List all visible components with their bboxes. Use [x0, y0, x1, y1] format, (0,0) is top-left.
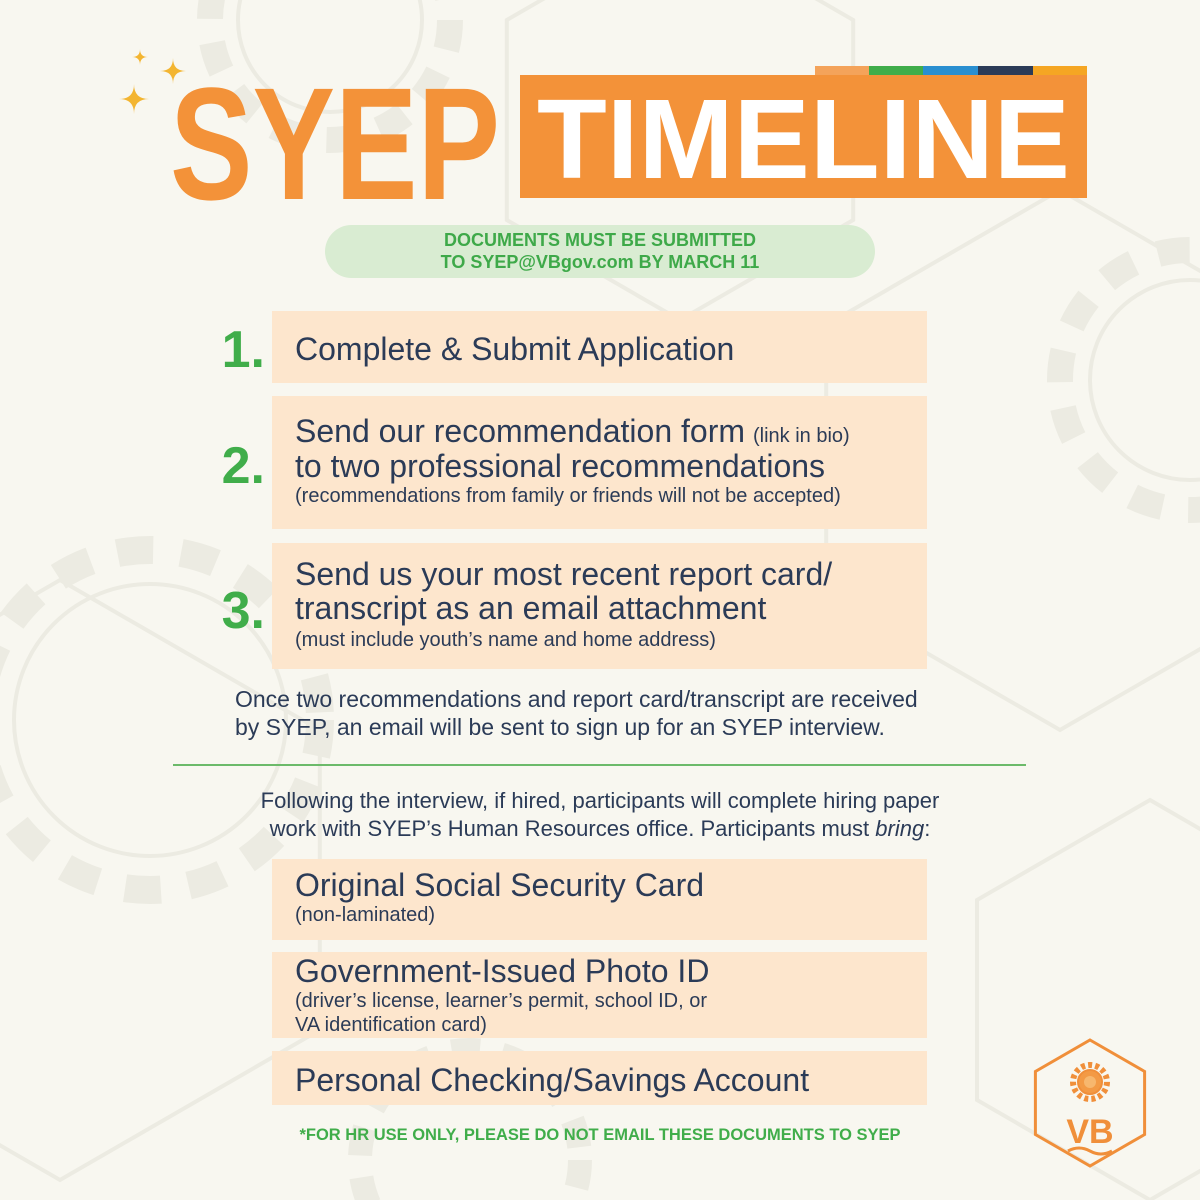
step-2-number: 2.: [221, 437, 265, 495]
interview-info-line-1: Once two recommendations and report card/transcript are received: [235, 686, 918, 712]
document-title: Personal Checking/Savings Account: [295, 1062, 810, 1098]
document-note: (driver’s license, learner’s permit, school ID, or: [295, 990, 708, 1012]
document-note: VA identification card): [295, 1014, 487, 1036]
title-syep: SYEP: [170, 54, 500, 220]
color-stripe-yellow: [1033, 66, 1087, 75]
step-2-aside: (link in bio): [753, 425, 850, 447]
sparkle-icon: [132, 49, 148, 65]
document-note: (non-laminated): [295, 904, 436, 926]
title-timeline: TIMELINE: [537, 76, 1070, 202]
document-title: Original Social Security Card: [295, 867, 705, 903]
submission-notice-line-1: DOCUMENTS MUST BE SUBMITTED: [444, 230, 756, 250]
gear-sun-icon: [1073, 1065, 1107, 1099]
step-1-text: Complete & Submit Application: [295, 331, 735, 367]
color-stripe-green: [869, 66, 923, 75]
color-stripe-orange: [815, 66, 869, 75]
header: [0, 0, 1200, 220]
hr-use-only-note: *FOR HR USE ONLY, PLEASE DO NOT EMAIL THESE DOCUMENTS TO SYEP: [299, 1126, 901, 1144]
color-stripes: [815, 66, 1087, 75]
hiring-info-emphasis: bring: [875, 816, 925, 841]
step-1-number: 1.: [221, 321, 265, 379]
sparkle-icon: [119, 84, 149, 114]
step-2-line-1-text: Send our recommendation form: [295, 413, 745, 449]
submission-notice-line-2: TO SYEP@VBgov.com BY MARCH 11: [440, 252, 760, 272]
logo-lettering: VB: [1066, 1113, 1114, 1151]
step-3-note: (must include youth’s name and home address): [295, 629, 716, 651]
hiring-info-line-2-start: work with SYEP’s Human Resources office. Participants must: [269, 816, 876, 841]
step-3-line-1: Send us your most recent report card/: [295, 556, 833, 592]
submission-notice: [325, 225, 875, 278]
step-2-note: (recommendations from family or friends will not be accepted): [295, 485, 841, 507]
color-stripe-blue: [923, 66, 978, 75]
section-divider: [173, 764, 1026, 766]
document-title: Government-Issued Photo ID: [295, 953, 710, 989]
hiring-info-line-1: Following the interview, if hired, participants will complete hiring paper: [260, 788, 940, 813]
color-stripe-navy: [978, 66, 1033, 75]
interview-info-line-2: by SYEP, an email will be sent to sign up for an SYEP interview.: [235, 714, 885, 740]
hiring-info-line-2-end: :: [924, 816, 931, 841]
step-3-number: 3.: [221, 582, 265, 640]
step-3-line-2: transcript as an email attachment: [295, 590, 767, 626]
vb-logo: [1030, 1036, 1150, 1170]
step-2-line-2: to two professional recommendations: [295, 448, 826, 484]
hiring-info-line-2: [0, 815, 1200, 843]
